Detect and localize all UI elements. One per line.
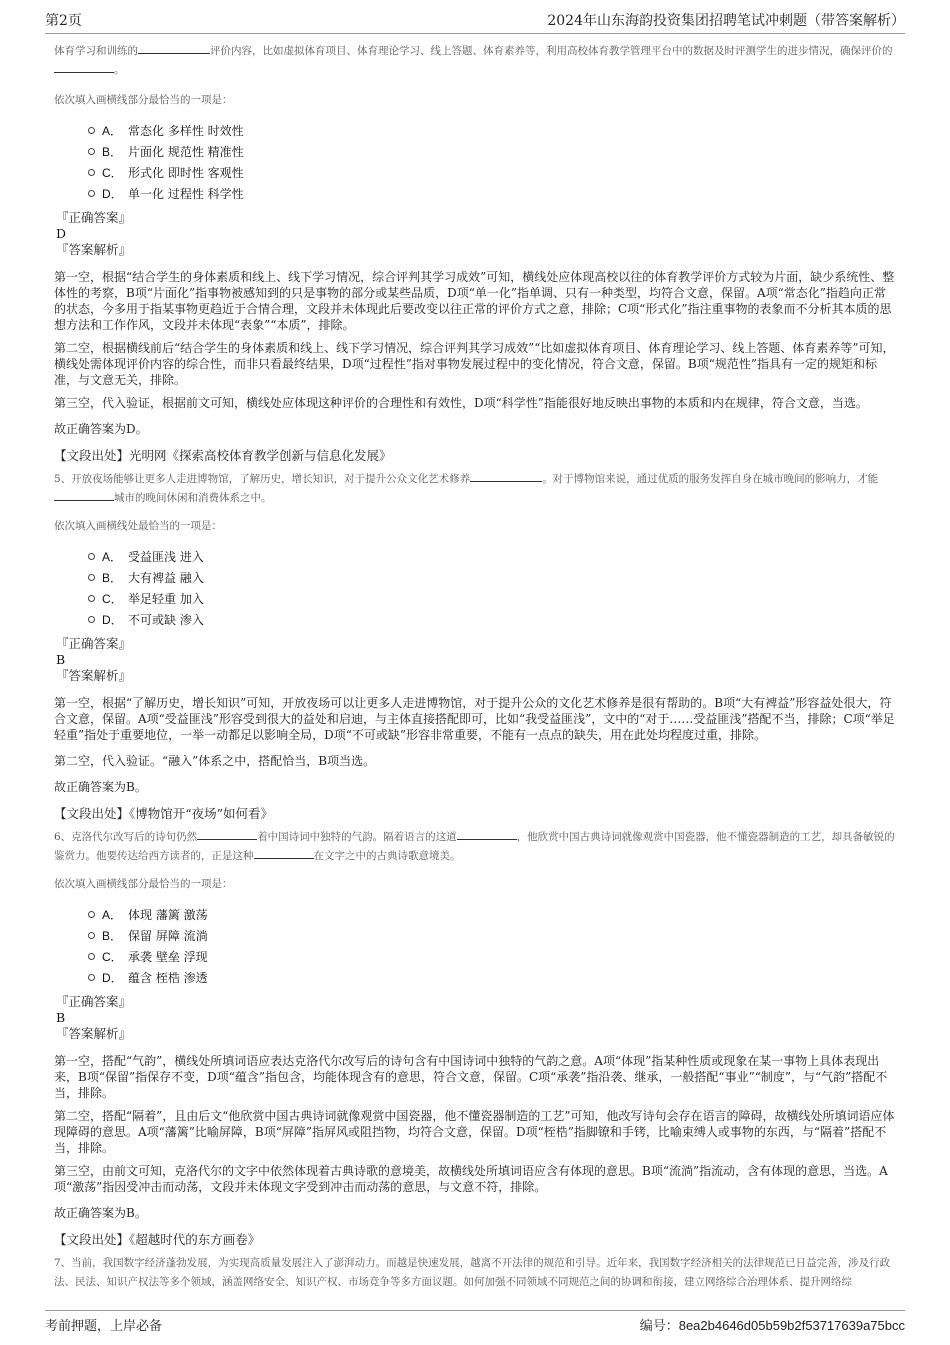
fill-blank bbox=[54, 62, 114, 73]
option-d[interactable] bbox=[88, 183, 896, 204]
page-footer bbox=[45, 1310, 905, 1334]
option-text: 单一化 过程性 科学性 bbox=[128, 187, 244, 201]
radio-icon[interactable] bbox=[88, 953, 95, 960]
option-letter: B． bbox=[102, 929, 123, 943]
option-d[interactable] bbox=[88, 967, 896, 988]
option-letter: A． bbox=[102, 908, 123, 922]
fill-blank bbox=[457, 829, 517, 840]
question-prompt: 依次填入画横线部分最恰当的一项是： bbox=[54, 878, 233, 890]
stem-text: 着中国诗词中独特的气韵。隔着语言的这道 bbox=[257, 831, 457, 843]
stem-text: 6、克洛代尔改写后的诗句仍然 bbox=[54, 831, 198, 843]
option-a[interactable] bbox=[88, 546, 896, 567]
option-text: 承袭 壁垒 浮现 bbox=[128, 950, 208, 964]
stem-text: 5、开放夜场能够让更多人走进博物馆，了解历史，增长知识，对于提升公众文化艺术修养 bbox=[54, 473, 471, 485]
option-text: 大有裨益 融入 bbox=[128, 571, 204, 585]
passage-source: 【文段出处】光明网《探索高校体育教学创新与信息化发展》 bbox=[54, 448, 392, 463]
radio-icon[interactable] bbox=[88, 190, 95, 197]
option-d[interactable] bbox=[88, 609, 896, 630]
radio-icon[interactable] bbox=[88, 595, 95, 602]
passage-source: 【文段出处】《超越时代的东方画卷》 bbox=[54, 1232, 261, 1247]
question-stem bbox=[54, 828, 896, 866]
analysis-paragraph: 第二空，根据横线前后“结合学生的身体素质和线上、线下学习情况，综合评判其学习成效”“比如虚拟体育项目、体育理论学习、线上答题、体育素养等”可知，横线处需体现评价内容的综合性，而非只看最终结果，D项“过程性”指对事物发展过程中的变化情况，符合文意，保留。B项“规范性”指具有一定的规矩和标准，与文意无关，排除。 bbox=[54, 341, 895, 387]
analysis-paragraph: 第一空，根据“结合学生的身体素质和线上、线下学习情况，综合评判其学习成效”可知，横线处应体现高校以往的体育教学评价方式较为片面，缺少系统性、整体性的考察，B项“片面化”指事物被感知到的只是事物的部分或某些品质，D项“单一化”指单调、只有一种类型，均符合文意，保留。A项“常态化”指趋向正常的状态，今多用于指某事物更趋近于合情合理，文段并未体现此后要改变以往正常的评价方式之意，排除；C项“形式化”指注重事物的表象而不分析其本质的思想方法和工作作风，文段并未体现“表象”“本质”，排除。 bbox=[54, 270, 895, 332]
option-list bbox=[88, 546, 896, 630]
option-letter: C． bbox=[102, 950, 123, 964]
fill-blank bbox=[197, 829, 257, 840]
option-a[interactable] bbox=[88, 904, 896, 925]
fill-blank bbox=[254, 848, 314, 859]
analysis-paragraph: 第二空，代入验证。“融入”体系之中，搭配恰当，B项当选。 bbox=[54, 754, 376, 768]
stem-text: 。对于博物馆来说，通过优质的服务发挥自身在城市晚间的影响力，才能 bbox=[542, 473, 879, 485]
fill-blank bbox=[138, 43, 210, 54]
fill-blank bbox=[54, 490, 114, 501]
option-letter: D． bbox=[102, 187, 123, 201]
option-letter: D． bbox=[102, 613, 123, 627]
option-text: 不可或缺 渗入 bbox=[128, 613, 204, 627]
option-letter: B． bbox=[102, 145, 123, 159]
option-letter: C． bbox=[102, 166, 123, 180]
option-list bbox=[88, 904, 896, 988]
correct-answer: D bbox=[56, 226, 67, 241]
analysis-label: 『答案解析』 bbox=[56, 1026, 132, 1041]
option-text: 片面化 规范性 精准性 bbox=[128, 145, 244, 159]
option-text: 受益匪浅 进入 bbox=[128, 550, 204, 564]
option-letter: C． bbox=[102, 592, 123, 606]
analysis-paragraph: 第三空，由前文可知，克洛代尔的文字中依然体现着古典诗歌的意境美，故横线处所填词语应含有体现的意思。B项“流淌”指流动，含有体现的意思，当选。A项“激荡”指因受冲击而动荡，文段并未体现文字受到冲击而动荡的意思，与文意不符，排除。 bbox=[54, 1164, 888, 1194]
document-id bbox=[640, 1315, 905, 1334]
stem-text: 城市的晚间休闲和消费体系之中。 bbox=[114, 492, 272, 504]
option-a[interactable] bbox=[88, 120, 896, 141]
stem-text: ，他欣赏中国古典诗词就像观赏中国瓷器，他不懂瓷器制造的工艺，却具备敏锐的鉴赏力。他要传达给西方读者的，正是这种 bbox=[54, 831, 895, 862]
answer-label: 『正确答案』 bbox=[56, 994, 132, 1009]
analysis-conclusion: 故正确答案为B。 bbox=[54, 780, 147, 794]
option-text: 体现 藩篱 激荡 bbox=[128, 908, 208, 922]
document-id-label: 编号： bbox=[639, 1319, 679, 1334]
option-text: 举足轻重 加入 bbox=[128, 592, 204, 606]
radio-icon[interactable] bbox=[88, 911, 95, 918]
correct-answer: B bbox=[56, 652, 66, 667]
option-text: 形式化 即时性 客观性 bbox=[128, 166, 244, 180]
stem-text: 体育学习和训练的 bbox=[54, 45, 138, 57]
question-stem bbox=[54, 470, 896, 508]
radio-icon[interactable] bbox=[88, 574, 95, 581]
question-prompt: 依次填入画横线处最恰当的一项是： bbox=[54, 520, 222, 532]
option-b[interactable] bbox=[88, 567, 896, 588]
analysis-paragraph: 第一空，搭配“气韵”，横线处所填词语应表达克洛代尔改写后的诗句含有中国诗词中独特的气韵之意。A项“体现”指某种性质或现象在某一事物上具体表现出来，B项“保留”指保存不变，D项“蕴含”指包含，均能体现含有的意思，符合文意，保留。C项“承袭”指沿袭、继承，一般搭配“事业”“制度”，与“气韵”搭配不当，排除。 bbox=[54, 1054, 888, 1100]
radio-icon[interactable] bbox=[88, 616, 95, 623]
radio-icon[interactable] bbox=[88, 974, 95, 981]
radio-icon[interactable] bbox=[88, 148, 95, 155]
analysis-paragraph: 第三空，代入验证，根据前文可知，横线处应体现这种评价的合理性和有效性，D项“科学性”指能很好地反映出事物的本质和内在规律，符合文意，当选。 bbox=[54, 396, 868, 410]
option-list bbox=[88, 120, 896, 204]
question-prompt: 依次填入画横线部分最恰当的一项是： bbox=[54, 94, 233, 106]
stem-text: 评价内容，比如虚拟体育项目、体育理论学习、线上答题、体育素养等，利用高校体育教学管理平台中的数据及时评测学生的进步情况，确保评价的 bbox=[210, 45, 893, 57]
correct-answer: B bbox=[56, 1010, 66, 1025]
option-b[interactable] bbox=[88, 925, 896, 946]
document-id-value: 8ea2b4646d05b59b2f53717639a75bcc bbox=[678, 1318, 905, 1333]
passage-source: 【文段出处】《博物馆开“夜场”如何看》 bbox=[54, 806, 274, 821]
analysis-conclusion: 故正确答案为D。 bbox=[54, 422, 148, 436]
stem-text: 。 bbox=[114, 64, 125, 76]
answer-label: 『正确答案』 bbox=[56, 636, 132, 651]
option-text: 常态化 多样性 时效性 bbox=[128, 124, 244, 138]
analysis-paragraph: 第一空，根据“了解历史，增长知识”可知，开放夜场可以让更多人走进博物馆，对于提升公众的文化艺术修养是很有帮助的。B项“大有裨益”形容益处很大，符合文意，保留。A项“受益匪浅”形容受到很大的益处和启迪，与主体直接搭配即可，比如“我受益匪浅”，文中的“对于……受益匪浅”搭配不当，排除；C项“举足轻重”指处于重要地位，一举一动都足以影响全局，D项“不可或缺”形容非常重要，不能有一点点的缺失，用在此处均程度过重，排除。 bbox=[54, 696, 895, 742]
option-c[interactable] bbox=[88, 588, 896, 609]
analysis-conclusion: 故正确答案为B。 bbox=[54, 1206, 147, 1220]
option-letter: A． bbox=[102, 124, 123, 138]
answer-label: 『正确答案』 bbox=[56, 210, 132, 225]
option-text: 蕴含 桎梏 渗透 bbox=[128, 971, 208, 985]
radio-icon[interactable] bbox=[88, 932, 95, 939]
question-stem: 7、当前，我国数字经济蓬勃发展，为实现高质量发展注入了澎湃动力。而越是快速发展，越离不开法律的规范和引导。近年来，我国数字经济相关的法律规范已日益完善，涉及行政法、民法、知识产权法等多个领域，涵盖网络安全、知识产权、市场竞争等多方面议题。如何加强不同领域不同规范之间的协调和衔接，建立网络综合治理体系、提升网络综 bbox=[54, 1257, 891, 1288]
option-b[interactable] bbox=[88, 141, 896, 162]
analysis-label: 『答案解析』 bbox=[56, 668, 132, 683]
radio-icon[interactable] bbox=[88, 127, 95, 134]
analysis-label: 『答案解析』 bbox=[56, 242, 132, 257]
option-letter: D． bbox=[102, 971, 123, 985]
option-letter: B． bbox=[102, 571, 123, 585]
fill-blank bbox=[470, 471, 542, 482]
stem-text: 在文字之中的古典诗歌意境美。 bbox=[313, 850, 461, 862]
option-c[interactable] bbox=[88, 162, 896, 183]
option-text: 保留 屏障 流淌 bbox=[128, 929, 208, 943]
question-stem bbox=[54, 40, 896, 80]
main-content bbox=[54, 40, 896, 1292]
option-c[interactable] bbox=[88, 946, 896, 967]
radio-icon[interactable] bbox=[88, 553, 95, 560]
page-number: 第2页 bbox=[45, 13, 82, 29]
option-letter: A． bbox=[102, 550, 123, 564]
document-title: 2024年山东海韵投资集团招聘笔试冲刺题（带答案解析） bbox=[547, 13, 905, 29]
radio-icon[interactable] bbox=[88, 169, 95, 176]
analysis-paragraph: 第二空，搭配“隔着”，且由后文“他欣赏中国古典诗词就像观赏中国瓷器，他不懂瓷器制造的工艺”可知，他改写诗句会存在语言的障碍，故横线处所填词语应体现障碍的意思。A项“藩篱”比喻屏障，B项“屏障”指屏风或阻挡物，均符合文意，保留。D项“桎梏”指脚镣和手铐，比喻束缚人或事物的东西，与“隔着”搭配不当，排除。 bbox=[54, 1109, 895, 1155]
footer-slogan: 考前押题，上岸必备 bbox=[45, 1319, 163, 1334]
page-header bbox=[45, 10, 905, 34]
